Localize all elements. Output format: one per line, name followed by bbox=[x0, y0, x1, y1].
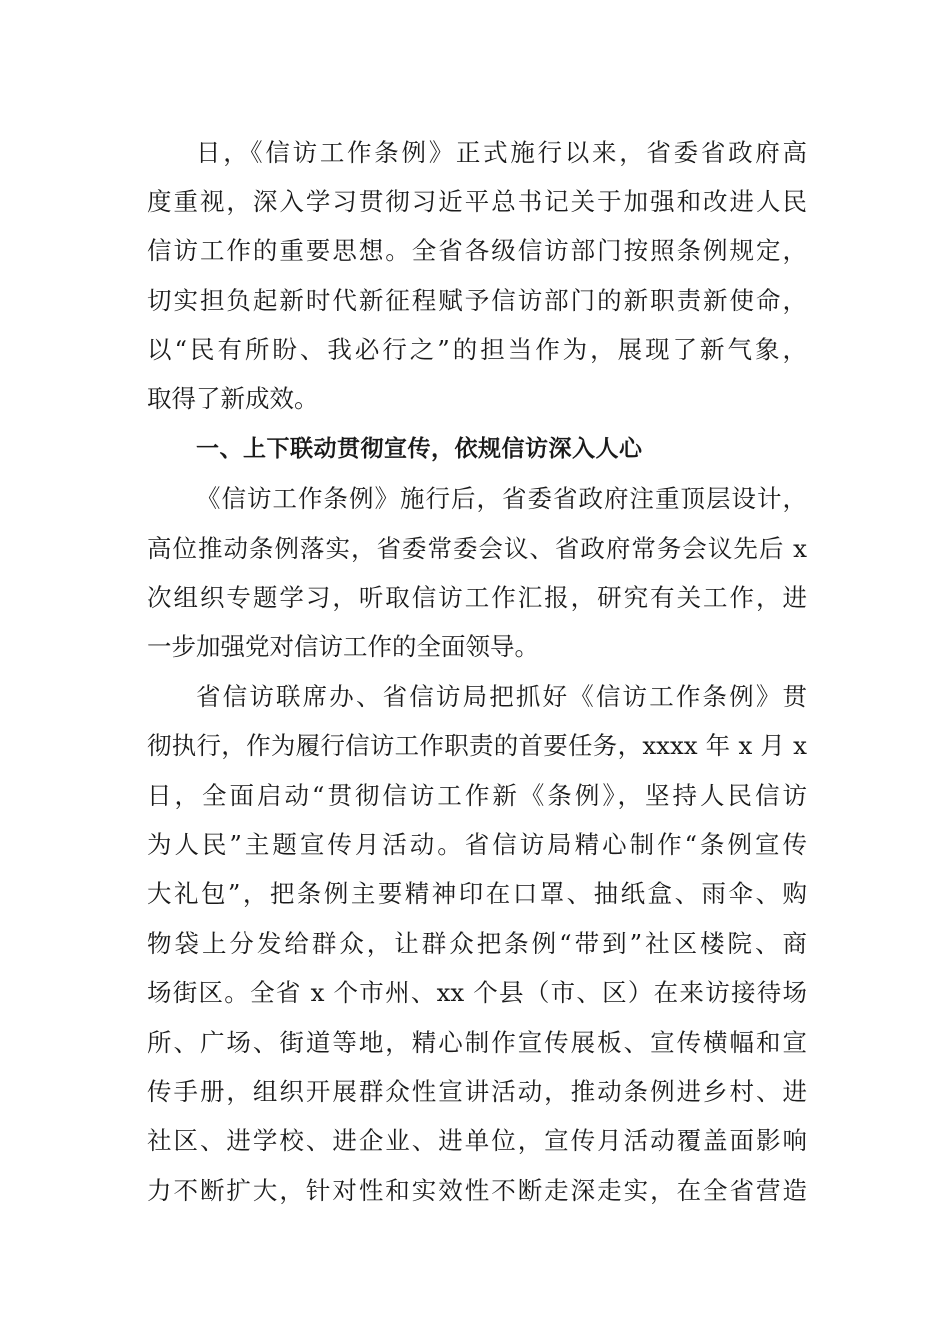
paragraph-3-line-3: 日，全面启动“贯彻信访工作新《条例》，坚持人民信访 bbox=[147, 781, 807, 810]
paragraph-1-line-5: 以“民有所盼、我必行之”的担当作为，展现了新气象， bbox=[147, 335, 807, 364]
paragraph-1-line-3: 信访工作的重要思想。全省各级信访部门按照条例规定， bbox=[147, 236, 807, 265]
paragraph-2-line-1: 《信访工作条例》施行后，省委省政府注重顶层设计， bbox=[196, 484, 807, 513]
paragraph-1-line-1: 日，《信访工作条例》正式施行以来，省委省政府高 bbox=[196, 138, 807, 167]
paragraph-3-line-9: 传手册，组织开展群众性宣讲活动，推动条例进乡村、进 bbox=[147, 1077, 807, 1106]
paragraph-3-line-11: 力不断扩大，针对性和实效性不断走深走实，在全省营造 bbox=[147, 1176, 807, 1205]
paragraph-2-line-2: 高位推动条例落实，省委常委会议、省政府常务会议先后 x bbox=[147, 534, 807, 563]
paragraph-3-line-7: 场街区。全省 x 个市州、xx 个县（市、区）在来访接待场 bbox=[147, 978, 807, 1007]
paragraph-2-line-4: 一步加强党对信访工作的全面领导。 bbox=[147, 632, 539, 661]
paragraph-3-line-5: 大礼包”，把条例主要精神印在口罩、抽纸盒、雨伞、购 bbox=[147, 879, 807, 908]
paragraph-3-line-10: 社区、进学校、进企业、进单位，宣传月活动覆盖面影响 bbox=[147, 1126, 807, 1155]
paragraph-3-line-1: 省信访联席办、省信访局把抓好《信访工作条例》贯 bbox=[196, 682, 807, 711]
section-heading: 一、上下联动贯彻宣传，依规信访深入人心 bbox=[196, 436, 643, 462]
paragraph-3-line-6: 物袋上分发给群众，让群众把条例“带到”社区楼院、商 bbox=[147, 929, 807, 958]
paragraph-2-line-3: 次组织专题学习，听取信访工作汇报，研究有关工作，进 bbox=[147, 583, 807, 612]
paragraph-3-line-2: 彻执行，作为履行信访工作职责的首要任务，xxxx 年 x 月 x bbox=[147, 731, 807, 760]
paragraph-3-line-8: 所、广场、街道等地，精心制作宣传展板、宣传横幅和宣 bbox=[147, 1028, 807, 1057]
paragraph-1-line-6: 取得了新成效。 bbox=[147, 384, 319, 413]
paragraph-1-line-2: 度重视，深入学习贯彻习近平总书记关于加强和改进人民 bbox=[147, 187, 807, 216]
paragraph-1-line-4: 切实担负起新时代新征程赋予信访部门的新职责新使命， bbox=[147, 286, 807, 315]
paragraph-3-line-4: 为人民”主题宣传月活动。省信访局精心制作“条例宣传 bbox=[147, 830, 807, 859]
